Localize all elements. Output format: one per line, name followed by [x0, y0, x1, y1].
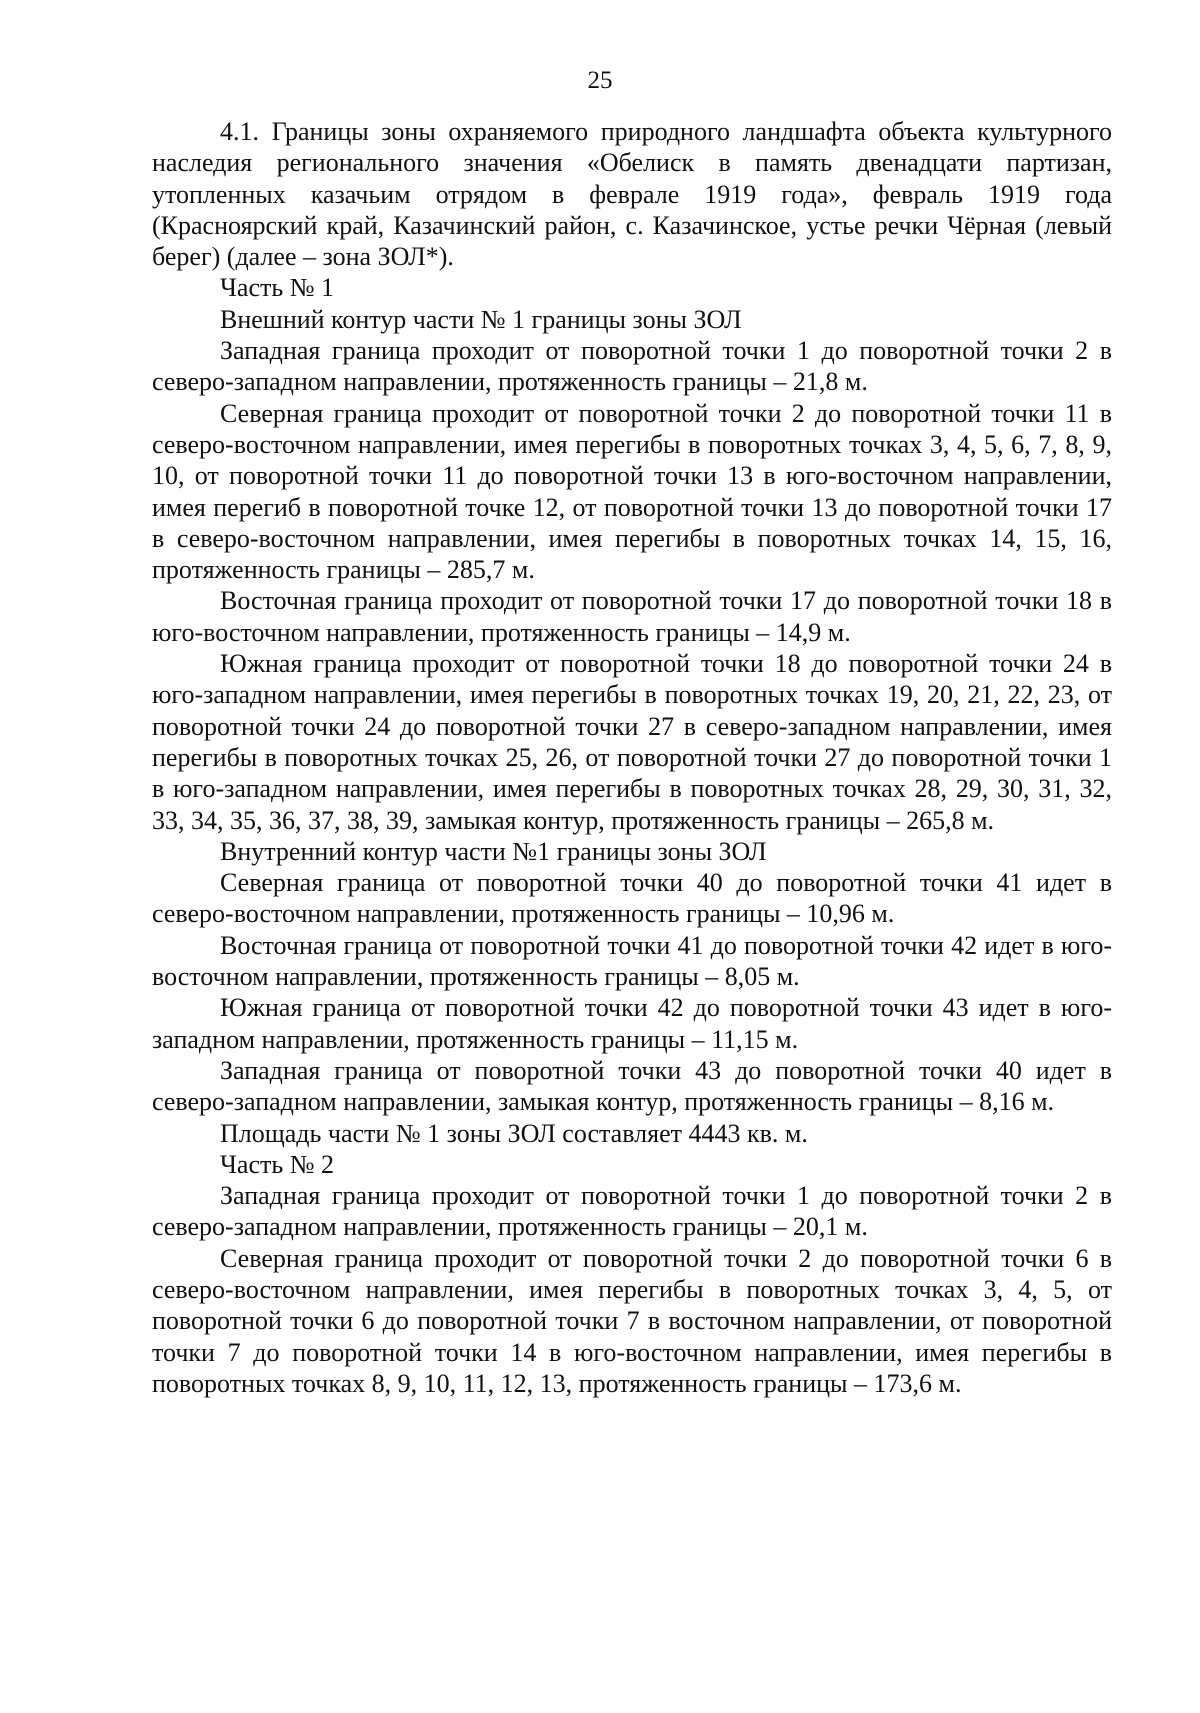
paragraph-inner-west-boundary: Западная граница от поворотной точки 43 до поворотной точки 40 идет в северо-западном направлении, замыкая контур, протяженность границы – 8,16 м. [152, 1055, 1112, 1117]
heading-outer-contour-part-1: Внешний контур части № 1 границы зоны ЗОЛ [220, 304, 742, 334]
paragraph-inner-east-boundary: Восточная граница от поворотной точки 41 до поворотной точки 42 идет в юго-восточном направлении, протяженность границы – 8,05 м. [152, 930, 1112, 992]
heading-part-1: Часть № 1 [220, 273, 335, 303]
paragraph-west-boundary-part-2: Западная граница проходит от поворотной точки 1 до поворотной точки 2 в северо-западном направлении, протяженность границы – 20,1 м. [152, 1181, 1112, 1242]
paragraph-zone-boundaries-intro: 4.1. Границы зоны охраняемого природного ландшафта объекта культурного наследия регионального значения «Обелиск в память двенадцати партизан, утопленных казачьим отрядом в феврале 1919 года», февраль 1919 года (Красноярский край, Казачинский район, с. Казачинское, устье речки Чёрная (левый берег) (далее – зона ЗОЛ*). [152, 117, 1112, 272]
heading-inner-contour-part-1: Внутренний контур части №1 границы зоны ЗОЛ [220, 836, 767, 866]
paragraph-south-boundary-part-1: Южная граница проходит от поворотной точки 18 до поворотной точки 24 в юго-западном направлении, имея перегибы в поворотных точках 19, 20, 21, 22, 23, от поворотной точки 24 до поворотной точки 27 в северо-западном направлении, имея перегибы в поворотных точках 25, 26, от поворотной точки 27 до поворотной точки 1 в юго-западном направлении, имея перегибы в поворотных точках 28, 29, 30, 31, 32, 33, 34, 35, 36, 37, 38, 39, замыкая контур, протяженность границы – 265,8 м. [152, 649, 1112, 835]
paragraph-inner-south-boundary: Южная граница от поворотной точки 42 до поворотной точки 43 идет в юго-западном направлении, протяженность границы – 11,15 м. [152, 993, 1112, 1054]
paragraph-north-boundary-part-1: Северная граница проходит от поворотной точки 2 до поворотной точки 11 в северо-восточном направлении, имея перегибы в поворотных точках 3, 4, 5, 6, 7, 8, 9, 10, от поворотной точки 11 до поворотной точки 13 в юго-восточном направлении, имея перегиб в поворотной точке 12, от поворотной точки 13 до поворотной точки 17 в северо-восточном направлении, имея перегибы в поворотных точках 14, 15, 16, протяженность границы – 285,7 м. [152, 398, 1112, 585]
paragraph-north-boundary-part-2: Северная граница проходит от поворотной точки 2 до поворотной точки 6 в северо-восточном направлении, имея перегибы в поворотных точках 3, 4, 5, от поворотной точки 6 до поворотной точки 7 в восточном направлении, от поворотной точки 7 до поворотной точки 14 в юго-восточном направлении, имея перегибы в поворотных точках 8, 9, 10, 11, 12, 13, протяженность границы – 173,6 м. [152, 1243, 1112, 1398]
paragraph-inner-north-boundary: Северная граница от поворотной точки 40 до поворотной точки 41 идет в северо-восточном направлении, протяженность границы – 10,96 м. [152, 868, 1112, 929]
paragraph-west-boundary-part-1: Западная граница проходит от поворотной точки 1 до поворотной точки 2 в северо-западном направлении, протяженность границы – 21,8 м. [152, 336, 1112, 397]
paragraph-area-part-1: Площадь части № 1 зоны ЗОЛ составляет 4443 кв. м. [220, 1118, 808, 1148]
heading-part-2: Часть № 2 [220, 1149, 335, 1179]
document-body [152, 116, 1112, 1399]
page-number: 25 [587, 67, 613, 94]
paragraph-east-boundary-part-1: Восточная граница проходит от поворотной точки 17 до поворотной точки 18 в юго-восточном направлении, протяженность границы – 14,9 м. [152, 586, 1112, 647]
